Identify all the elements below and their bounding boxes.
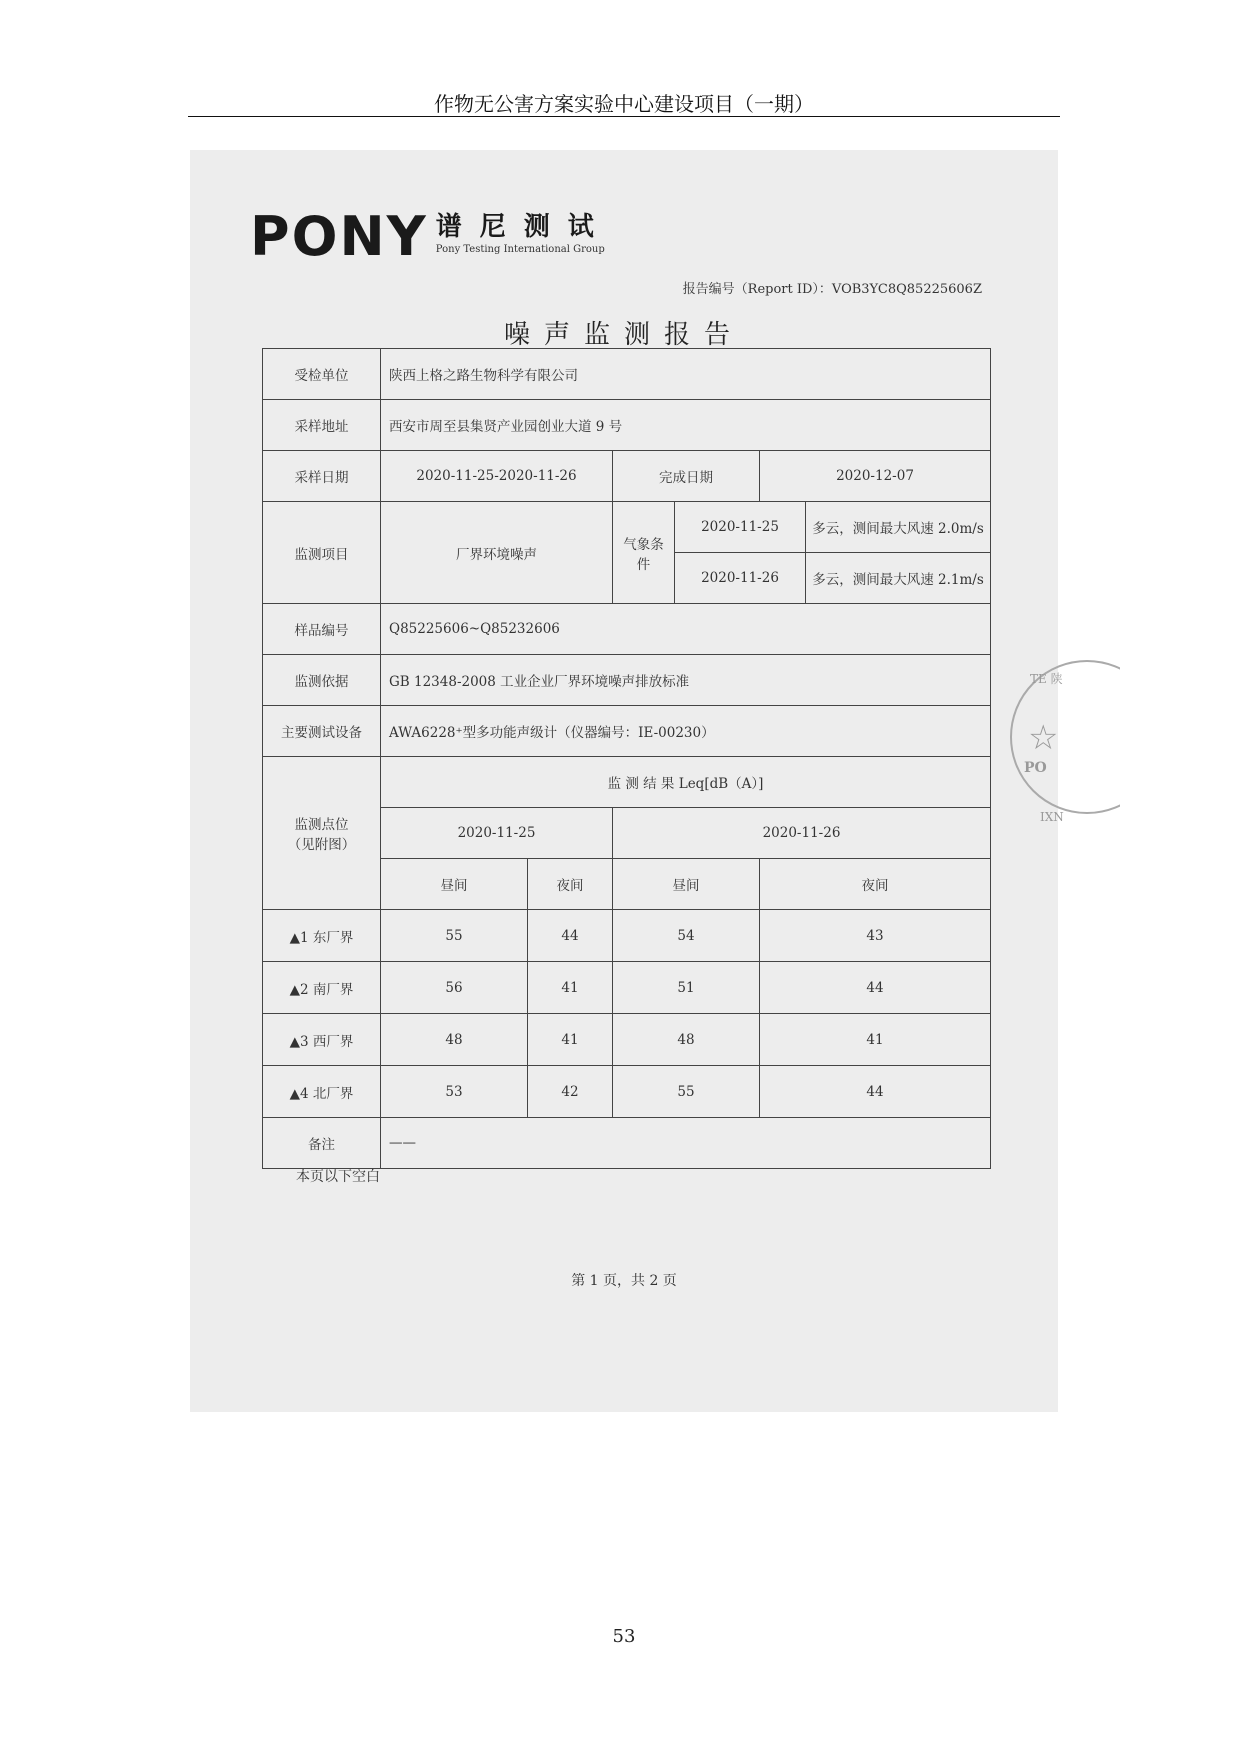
value-cell: 48 <box>613 1014 760 1066</box>
table-row <box>263 910 991 962</box>
report-id: 报告编号（Report ID）：VOB3YC8Q85225606Z <box>682 282 982 297</box>
page-header-title: 作物无公害方案实验中心建设项目（一期） <box>434 92 814 116</box>
seal-text: PO <box>1024 760 1047 776</box>
point-name: ▲1 东厂界 <box>263 910 381 962</box>
sample-no-value: Q85225606~Q85232606 <box>381 604 991 655</box>
star-icon: ☆ <box>1028 718 1059 758</box>
inspected-unit-label: 受检单位 <box>263 349 381 400</box>
table-row <box>263 1014 991 1066</box>
point-name: ▲4 北厂界 <box>263 1066 381 1118</box>
point-name: ▲2 南厂界 <box>263 962 381 1014</box>
value-cell: 44 <box>760 1066 991 1118</box>
value-cell: 41 <box>528 1014 613 1066</box>
value-cell: 51 <box>613 962 760 1014</box>
equipment-value: AWA6228⁺型多功能声级计（仪器编号：IE-00230） <box>381 706 991 757</box>
value-cell: 56 <box>381 962 528 1014</box>
logo-mark: PONY <box>250 205 428 268</box>
value-cell: 55 <box>381 910 528 962</box>
night-label: 夜间 <box>528 859 613 910</box>
sampling-address-label: 采样地址 <box>263 400 381 451</box>
row-basis <box>263 655 991 706</box>
partial-seal-stamp <box>1010 660 1120 860</box>
completion-date-value: 2020-12-07 <box>760 451 991 502</box>
table-row <box>263 962 991 1014</box>
row-sample-no <box>263 604 991 655</box>
seal-ring <box>1010 660 1120 814</box>
sample-no-label: 样品编号 <box>263 604 381 655</box>
remark-label: 备注 <box>263 1118 381 1169</box>
header-rule <box>188 116 1060 117</box>
remark-value: —— <box>381 1118 991 1169</box>
row-inspected-unit <box>263 349 991 400</box>
logo-en: Pony Testing International Group <box>435 244 605 255</box>
completion-date-label: 完成日期 <box>613 451 760 502</box>
result-date: 2020-11-25 <box>381 808 613 859</box>
blank-below-note: 本页以下空白 <box>296 1169 380 1185</box>
sampling-date-value: 2020-11-25-2020-11-26 <box>381 451 613 502</box>
value-cell: 41 <box>760 1014 991 1066</box>
monitoring-item-label: 监测项目 <box>263 502 381 604</box>
value-cell: 53 <box>381 1066 528 1118</box>
result-date: 2020-11-26 <box>613 808 991 859</box>
row-equipment <box>263 706 991 757</box>
value-cell: 44 <box>760 962 991 1014</box>
day-label: 昼间 <box>613 859 760 910</box>
equipment-label: 主要测试设备 <box>263 706 381 757</box>
seal-text: IXN <box>1040 810 1064 824</box>
report-title: 噪声监测报告 <box>503 320 744 350</box>
sampling-address-value: 西安市周至县集贤产业园创业大道 9 号 <box>381 400 991 451</box>
point-name: ▲3 西厂界 <box>263 1014 381 1066</box>
sampling-date-label: 采样日期 <box>263 451 381 502</box>
row-remark <box>263 1118 991 1169</box>
night-label: 夜间 <box>760 859 991 910</box>
pony-logo <box>250 205 612 270</box>
table-row <box>263 1066 991 1118</box>
monitoring-item-value: 厂界环境噪声 <box>381 502 613 604</box>
value-cell: 55 <box>613 1066 760 1118</box>
weather-date: 2020-11-25 <box>675 502 806 553</box>
value-cell: 43 <box>760 910 991 962</box>
value-cell: 41 <box>528 962 613 1014</box>
point-label: 监测点位 （见附图） <box>263 757 381 910</box>
basis-value: GB 12348-2008 工业企业厂界环境噪声排放标准 <box>381 655 991 706</box>
seal-text: TE 陕 <box>1030 672 1063 686</box>
basis-label: 监测依据 <box>263 655 381 706</box>
weather-desc: 多云，测间最大风速 2.1m/s <box>806 553 991 604</box>
result-label: 监 测 结 果 Leq[dB（A）] <box>381 757 991 808</box>
page-number: 53 <box>612 1626 636 1647</box>
report-page-of: 第 1 页，共 2 页 <box>571 1273 677 1289</box>
logo-text <box>436 214 612 255</box>
noise-report-table <box>262 348 991 1169</box>
row-result-header <box>263 757 991 808</box>
inspected-unit-value: 陕西上格之路生物科学有限公司 <box>381 349 991 400</box>
row-weather-1 <box>263 502 991 553</box>
value-cell: 44 <box>528 910 613 962</box>
weather-label: 气象条件 <box>613 502 675 604</box>
row-sampling-address <box>263 400 991 451</box>
value-cell: 42 <box>528 1066 613 1118</box>
value-cell: 48 <box>381 1014 528 1066</box>
weather-date: 2020-11-26 <box>675 553 806 604</box>
day-label: 昼间 <box>381 859 528 910</box>
logo-cn: 谱尼测试 <box>435 212 612 242</box>
value-cell: 54 <box>613 910 760 962</box>
row-sampling-date <box>263 451 991 502</box>
weather-desc: 多云，测间最大风速 2.0m/s <box>806 502 991 553</box>
